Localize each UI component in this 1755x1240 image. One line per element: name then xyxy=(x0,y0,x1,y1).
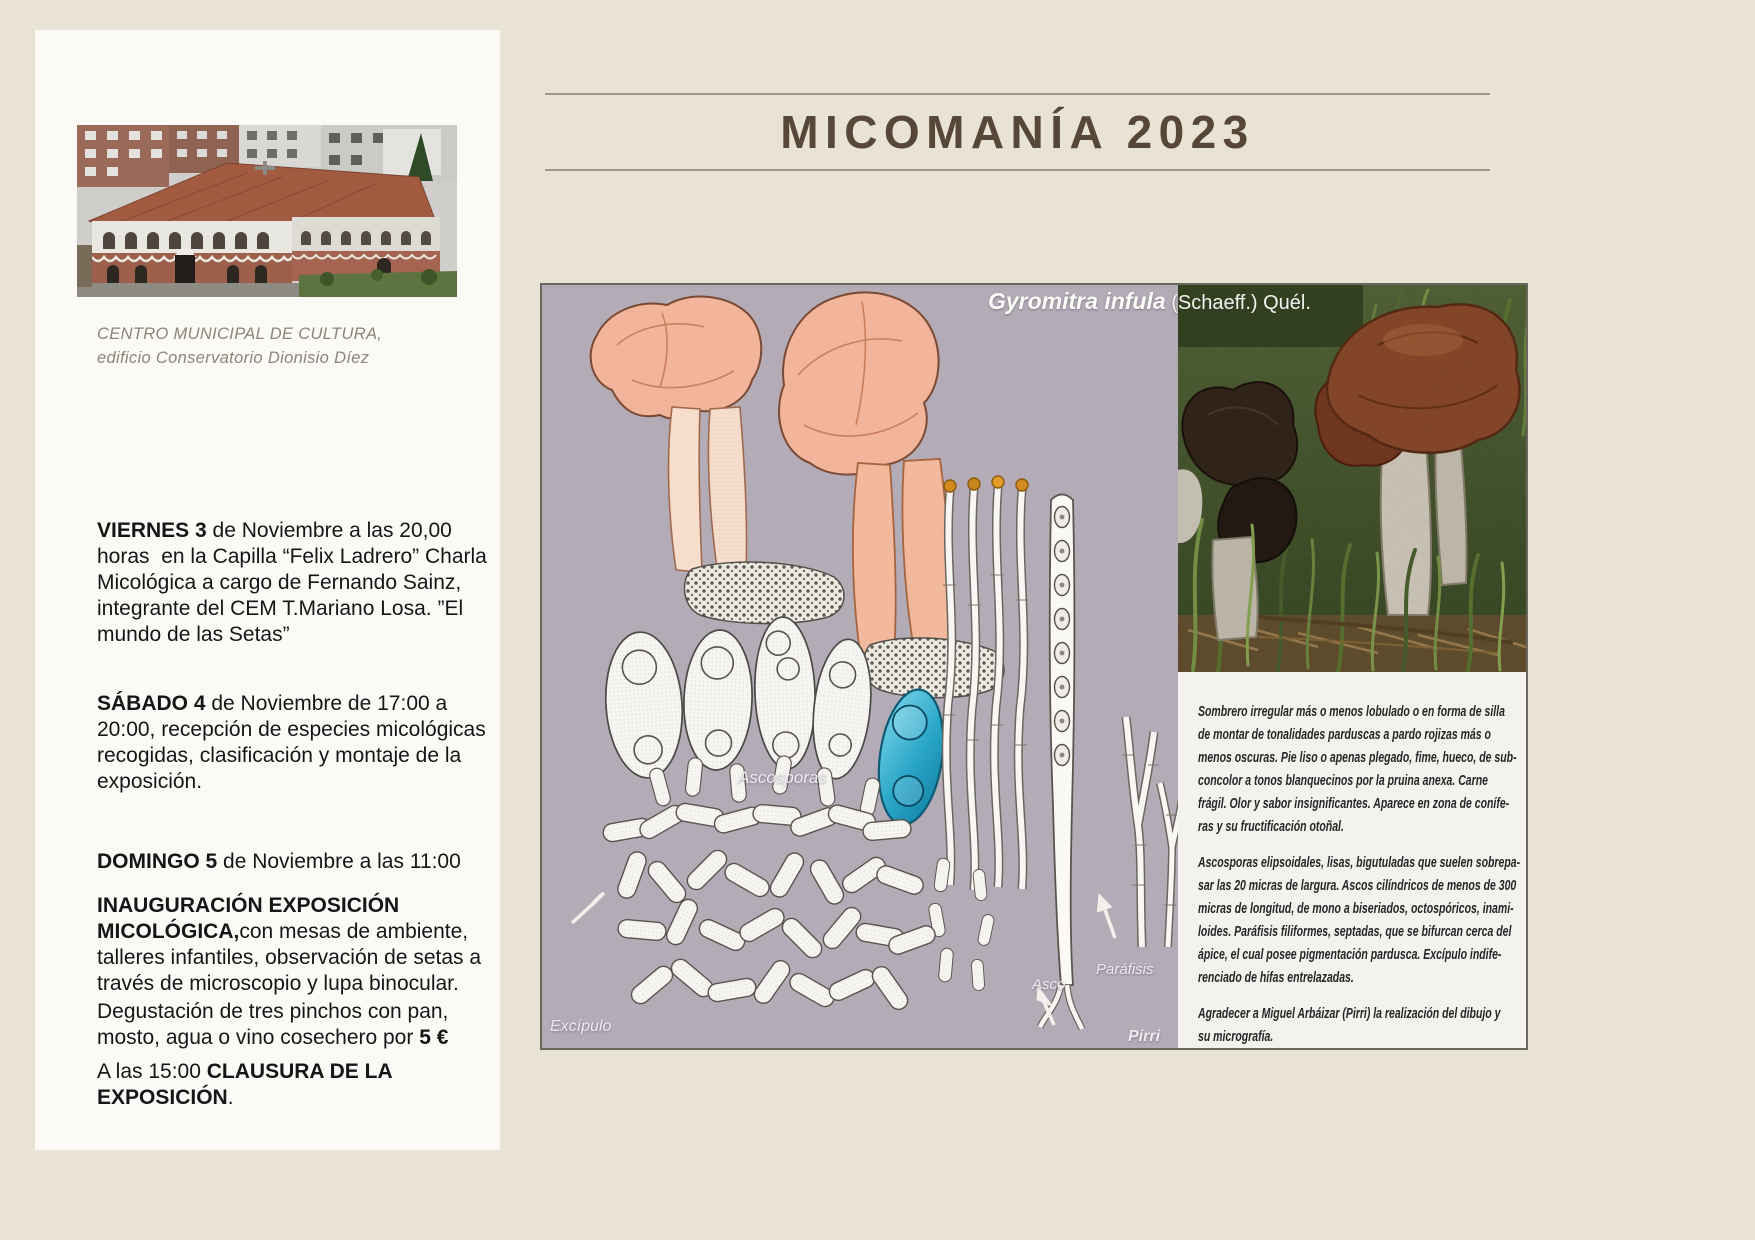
event-sabado-body: de Noviembre de 17:00 a 20:00, recepción de especies micológicas recogidas, clasificación y montaje de la exposición. xyxy=(97,692,492,793)
label-ascosporas: Ascosporas xyxy=(738,768,827,787)
event-sabado-lead: SÁBADO 4 xyxy=(97,692,206,715)
header xyxy=(545,93,1490,171)
label-excipulo: Excípulo xyxy=(550,1018,612,1035)
desc-line: Sombrero irregular más o menos lobulado o en forma de silla xyxy=(1198,703,1505,720)
event-inauguracion xyxy=(97,893,492,997)
photo-caption xyxy=(97,322,477,370)
desc-line: menos oscuras. Pie liso o apenas plegado, fime, hueco, de sub- xyxy=(1198,749,1517,766)
label-asco: Asco xyxy=(1032,976,1066,993)
desc-line: Agradecer a Miguel Arbáizar (Pirri) la realización del dibujo y xyxy=(1198,1005,1501,1022)
desc-line: ápice, el cual posee pigmentación pardusca. Excípulo indife- xyxy=(1198,946,1502,963)
event-viernes-body: de Noviembre a las 20,00 horas en la Capilla “Felix Ladrero” Charla Micológica a cargo de Fernando Sainz, integrante del CEM T.Mariano Losa. ”El mundo de las Setas” xyxy=(97,519,493,646)
desc-line: frágil. Olor y sabor insignificantes. Aparece en zona de conífe- xyxy=(1198,795,1510,812)
species-title xyxy=(988,288,1311,315)
building-photo xyxy=(77,125,457,297)
microscopy-illustration xyxy=(542,285,1178,1048)
photo-caption-line1: CENTRO MUNICIPAL DE CULTURA, xyxy=(97,325,383,343)
species-figure xyxy=(540,283,1528,1050)
event-domingo xyxy=(97,849,492,875)
desc-line: ras y su fructificación otoñal. xyxy=(1198,818,1344,835)
species-binomial: Gyromitra infula xyxy=(988,288,1166,314)
desc-line: su micrografía. xyxy=(1198,1028,1274,1045)
event-domingo-body: de Noviembre a las 11:00 xyxy=(217,850,461,873)
event-inauguracion-lead: INAUGURACIÓN EXPOSICIÓN MICOLÓGICA, xyxy=(97,894,406,943)
page-title: MICOMANÍA 2023 xyxy=(780,106,1255,158)
event-sabado xyxy=(97,691,492,795)
desc-line: concolor a tonos blanquecinos por la pruina anexa. Carne xyxy=(1198,772,1488,789)
event-viernes xyxy=(97,518,492,648)
event-viernes-lead: VIERNES 3 xyxy=(97,519,207,542)
event-degustacion-price: 5 € xyxy=(419,1026,449,1049)
event-domingo-lead: DOMINGO 5 xyxy=(97,850,218,873)
desc-line: de montar de tonalidades parduscas a pardo rojizas más o xyxy=(1198,726,1491,743)
species-authority: (Schaeff.) Quél. xyxy=(1165,292,1311,314)
desc-line: Ascosporas elipsoidales, lisas, bigutuladas que suelen sobrepa- xyxy=(1198,854,1521,871)
desc-line: loides. Paráfisis filiformes, septadas, que se bifurcan cerca del xyxy=(1198,923,1512,940)
label-parafisis: Paráfisis xyxy=(1096,961,1154,978)
event-clausura-post: . xyxy=(227,1086,234,1109)
event-inauguracion-body: con mesas de ambiente, talleres infantiles, observación de setas a través de microscopio y lupa binocular. xyxy=(97,920,487,995)
event-degustacion xyxy=(97,999,492,1051)
description-paragraph-2 xyxy=(1198,851,1526,989)
description-paragraph-1 xyxy=(1198,700,1526,838)
desc-line: renciado de hifas entrelazadas. xyxy=(1198,969,1354,986)
habitat-photo xyxy=(1178,285,1526,672)
event-clausura xyxy=(97,1059,492,1111)
desc-line: micras de longitud, de mono a biseriados, octospóricos, inami- xyxy=(1198,900,1514,917)
event-clausura-pre: A las 15:00 xyxy=(97,1060,207,1083)
species-description xyxy=(1178,672,1526,1048)
event-clausura-bold: CLAUSURA DE LA EXPOSICIÓN xyxy=(97,1060,398,1109)
event-degustacion-body: Degustación de tres pinchos con pan, mosto, agua o vino cosechero por xyxy=(97,1000,455,1049)
photo-caption-line2: edificio Conservatorio Dionisio Díez xyxy=(97,349,370,367)
description-paragraph-3 xyxy=(1198,1002,1526,1048)
label-artist-signature: Pirri xyxy=(1128,1028,1161,1045)
left-panel xyxy=(35,30,500,1150)
desc-line: sar las 20 micras de largura. Ascos cilíndricos de menos de 300 xyxy=(1198,877,1517,894)
